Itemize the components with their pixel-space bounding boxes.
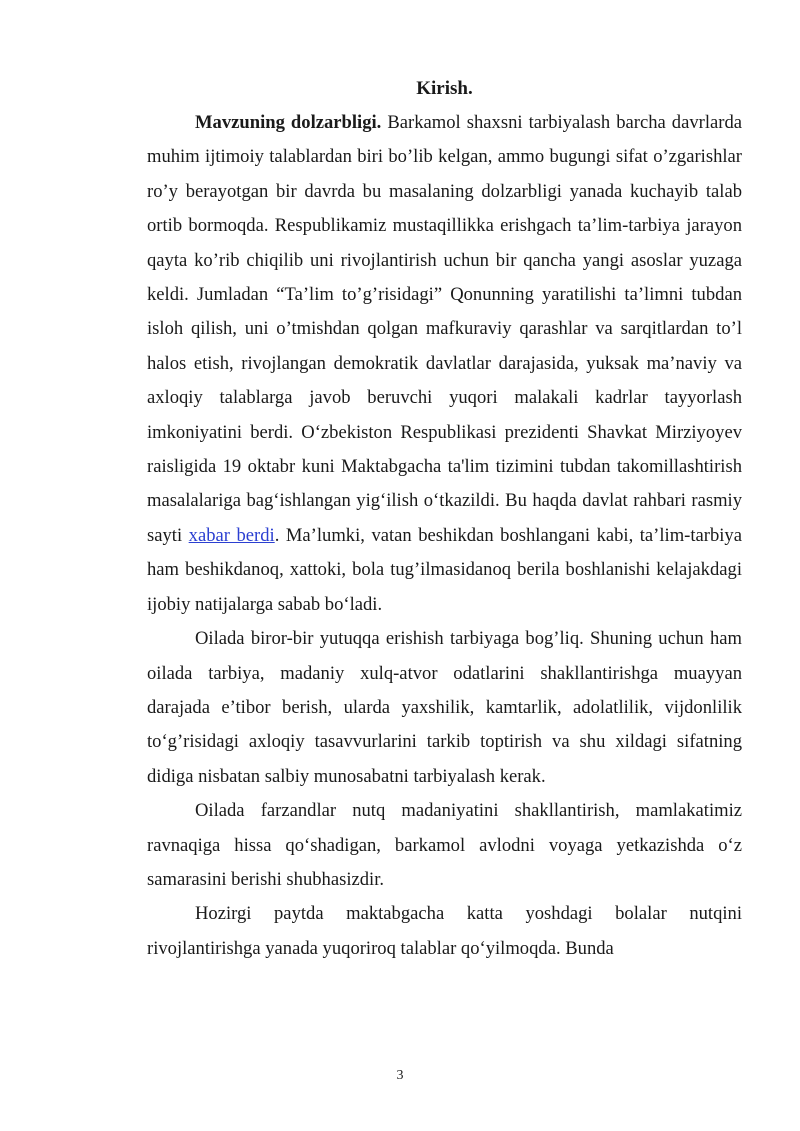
news-link[interactable]: xabar berdi — [188, 524, 275, 546]
paragraph-relevance — [147, 106, 742, 622]
document-page — [147, 70, 742, 966]
paragraph-text: Barkamol shaxsni tarbiyalash barcha davrlarda muhim ijtimoiy talablardan biri bo’lib kelgan, ammo bugungi sifat o’zgarishlar ro’y berayotgan bir davrda bu masalaning dolzarbligi yanada kuchayib talab ortib bormoqda. Respublikamiz mustaqillikka erishgach ta’lim-tarbiya jarayon qayta ko’rib chiqilib uni rivojlantirish uchun bir qancha yangi asoslar yuzaga keldi. Jumladan “Ta’lim to’g’risidagi” Qonunning yaratilishi ta’limni tubdan isloh qilish, uni o’tmishdan qolgan mafkuraviy qarashlar va sarqitlardan to’l halos etish, rivojlangan demokratik davlatlar darajasida, yuksak ma’naviy va axloqiy talablarga javob beruvchi yuqori malakali kadrlar tayyorlash imkoniyatini berdi. O‘zbekiston Respublikasi prezidenti Shavkat Mirziyoyev raisligida 19 oktabr kuni Maktabgacha ta'lim tizimini tubdan takomillashtirish masalalariga bag‘ishlangan yig‘ilish o‘tkazildi. Bu haqda davlat rahbari rasmiy sayti — [147, 112, 742, 546]
paragraph-lead-bold: Mavzuning dolzarbligi. — [195, 112, 382, 133]
paragraph-speech-culture: Oilada farzandlar nutq madaniyatini shakllantirish, mamlakatimiz ravnaqiga hissa qo‘shadigan, barkamol avlodni voyaga yetkazishda o‘z samarasini berishi shubhasizdir. — [147, 800, 742, 890]
paragraph-current-requirements: Hozirgi paytda maktabgacha katta yoshdagi bolalar nutqini rivojlantirishga yanada yuqoriroq talablar qo‘yilmoqda. Bunda — [147, 903, 742, 959]
page-number: 3 — [396, 1068, 404, 1083]
section-heading: Kirish. — [416, 78, 473, 99]
paragraph-family-upbringing: Oilada biror-bir yutuqqa erishish tarbiyaga bog’liq. Shuning uchun ham oilada tarbiya, madaniy xulq-atvor odatlarini shakllantirishga muayyan darajada e’tibor berish, ularda yaxshilik, kamtarlik, adolatlilik, vijdonlilik to‘g’risidagi axloqiy tasavvurlarini tarkib toptirish va shu xildagi sifatning didiga nisbatan salbiy munosabatni tarbiyalash kerak. — [147, 628, 742, 787]
paragraph-text: . Ma’lumki, vatan beshikdan boshlangani kabi, ta’lim-tarbiya ham beshikdanoq, xattoki, bola tug’ilmasidanoq berila boshlanishi kelajakdagi ijobiy natijalarga sabab bo‘ladi. — [147, 524, 742, 615]
